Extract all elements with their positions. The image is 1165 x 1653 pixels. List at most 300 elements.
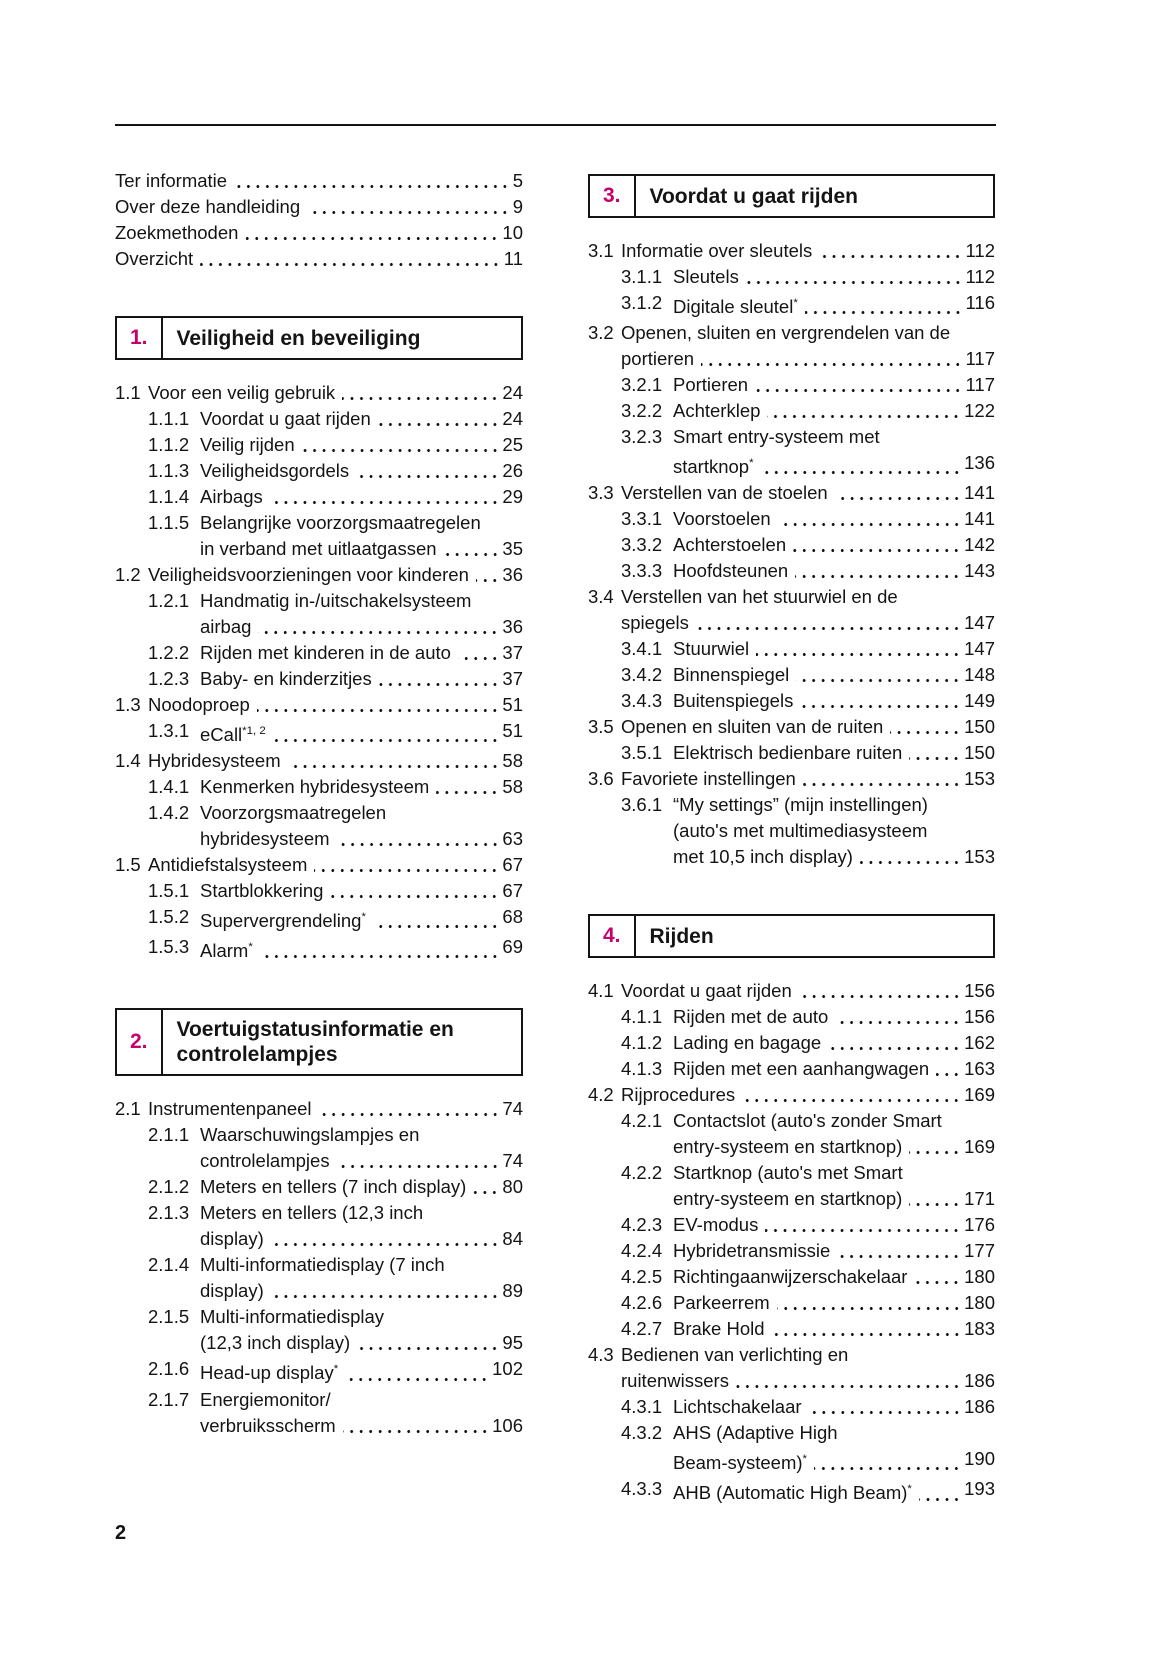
toc-entry-text: Stuurwiel bbox=[673, 638, 750, 660]
toc-page-number: 147 bbox=[964, 612, 995, 634]
dot-leader bbox=[909, 1203, 961, 1206]
toc-page-number: 51 bbox=[502, 720, 523, 741]
toc-entry-number: 3.2 bbox=[588, 322, 614, 344]
toc-entry bbox=[588, 1160, 995, 1212]
toc-entry-text: Informatie over sleutels bbox=[621, 240, 813, 261]
dot-leader bbox=[755, 389, 962, 392]
toc-entry-number: 3.5.1 bbox=[621, 742, 663, 764]
toc-page-number: 106 bbox=[492, 1414, 523, 1436]
toc-entry-line bbox=[200, 934, 523, 964]
toc-entry-line bbox=[200, 640, 523, 666]
dot-leader bbox=[767, 415, 961, 418]
toc-entry-number: 4.3.3 bbox=[621, 1478, 663, 1500]
toc-entry-text: met 10,5 inch display) bbox=[673, 846, 853, 868]
toc-entry-text: ruitenwissers bbox=[621, 1370, 729, 1392]
toc-entry-number: 3.3.3 bbox=[621, 560, 663, 582]
dot-leader bbox=[835, 497, 961, 500]
toc-entry-line bbox=[621, 320, 995, 346]
toc-entry-text: Alarm* bbox=[200, 940, 253, 962]
toc-page-number: 122 bbox=[964, 400, 995, 422]
toc-entry bbox=[115, 774, 523, 800]
dot-leader bbox=[342, 397, 499, 400]
toc-entry-text: Head-up display* bbox=[200, 1362, 339, 1384]
toc-entry-line bbox=[673, 398, 995, 424]
dot-leader bbox=[742, 1099, 961, 1102]
toc-entry bbox=[588, 1476, 995, 1506]
toc-entry-number: 3.3.1 bbox=[621, 508, 663, 530]
toc-entry-text: Hoofdsteunen bbox=[673, 560, 789, 582]
toc-entry-line bbox=[673, 1394, 995, 1420]
toc-entry-number: 4.1.3 bbox=[621, 1058, 663, 1080]
toc-entry-text: Rijprocedures bbox=[621, 1084, 736, 1106]
dot-leader bbox=[473, 1191, 499, 1194]
toc-entry-line bbox=[673, 1212, 995, 1238]
dot-leader bbox=[436, 791, 499, 794]
toc-entry bbox=[588, 372, 995, 398]
toc-entry-text: Voordat u gaat rijden bbox=[200, 408, 371, 429]
toc-entry-text: Noodoproep bbox=[148, 694, 250, 715]
toc-page-number: 37 bbox=[502, 642, 523, 663]
toc-entry-number: 1.2 bbox=[115, 564, 141, 585]
toc-entry-number: 4.1 bbox=[588, 980, 614, 1002]
dot-leader bbox=[288, 765, 500, 768]
toc-entry-text: Rijden met kinderen in de auto bbox=[200, 642, 451, 663]
toc-entry-text: Portieren bbox=[673, 374, 749, 396]
toc-page-number: 68 bbox=[502, 906, 523, 928]
toc-entry-text: Veilig rijden bbox=[200, 434, 295, 455]
dot-leader bbox=[860, 861, 961, 864]
toc-entry-line bbox=[673, 1264, 995, 1290]
footnote-marker: * bbox=[793, 297, 798, 309]
toc-entry bbox=[588, 238, 995, 264]
dot-leader bbox=[357, 1347, 499, 1350]
toc-entry bbox=[588, 1238, 995, 1264]
toc-entry bbox=[588, 1290, 995, 1316]
toc-entry-line bbox=[621, 1368, 995, 1394]
dot-leader bbox=[835, 1021, 961, 1024]
toc-entry-text: Voor een veilig gebruik bbox=[148, 382, 336, 403]
toc-entry bbox=[115, 934, 523, 964]
toc-entry-line bbox=[673, 1056, 995, 1082]
chapter-title bbox=[636, 176, 870, 216]
dot-leader bbox=[809, 1411, 962, 1414]
dot-leader bbox=[793, 549, 961, 552]
toc-entry-number: 3.6 bbox=[588, 768, 614, 790]
dot-leader bbox=[330, 895, 499, 898]
chapter-title bbox=[636, 916, 726, 956]
toc-entry-line bbox=[621, 978, 995, 1004]
dot-leader bbox=[271, 1295, 500, 1298]
toc-entry-text: Openen, sluiten en vergrendelen van de bbox=[621, 322, 951, 344]
toc-page-number: 25 bbox=[502, 434, 523, 455]
dot-leader bbox=[890, 731, 961, 734]
toc-entry-text: Supervergrendeling* bbox=[200, 910, 366, 932]
toc-page-number: 63 bbox=[502, 828, 523, 850]
toc-page-number: 193 bbox=[964, 1478, 995, 1500]
toc-entry-text: hybridesysteem bbox=[200, 828, 330, 850]
toc-page-number: 95 bbox=[502, 1332, 523, 1354]
toc-entry-text: Verstellen van de stoelen bbox=[621, 482, 828, 504]
toc-entry-line bbox=[200, 1200, 523, 1226]
toc-entry-text: Antidiefstalsysteem bbox=[148, 854, 308, 876]
toc-entry-number: 4.2.6 bbox=[621, 1292, 663, 1314]
toc-entry-text: display) bbox=[200, 1280, 264, 1302]
toc-entry-text: Multi-informatiedisplay bbox=[200, 1306, 385, 1328]
toc-entry-line bbox=[115, 246, 523, 272]
chapter-number: 4. bbox=[603, 924, 621, 948]
toc-entry-line bbox=[673, 558, 995, 584]
chapter-title-line: Rijden bbox=[649, 924, 714, 948]
toc-entry-line bbox=[200, 1413, 523, 1439]
toc-entry bbox=[115, 904, 523, 934]
dot-leader bbox=[909, 1151, 961, 1154]
dot-leader bbox=[800, 705, 961, 708]
toc-page-number: 36 bbox=[502, 616, 523, 637]
chapter-heading bbox=[115, 316, 523, 360]
toc-entry bbox=[115, 1252, 523, 1304]
toc-entry bbox=[588, 290, 995, 320]
toc-entry bbox=[588, 1004, 995, 1030]
toc-entry-text: Lading en bagage bbox=[673, 1032, 822, 1054]
toc-entry-line bbox=[673, 1316, 995, 1342]
toc-entry bbox=[588, 662, 995, 688]
toc-entry-number: 1.5.2 bbox=[148, 906, 190, 928]
toc-entry-number: 3.4.1 bbox=[621, 638, 663, 660]
toc-entry bbox=[588, 584, 995, 636]
toc-entry-line bbox=[200, 536, 523, 562]
toc-entry-text: (12,3 inch display) bbox=[200, 1332, 351, 1354]
toc-entry-number: 3.3 bbox=[588, 482, 614, 504]
dot-leader bbox=[245, 237, 499, 240]
toc-entry-text: entry-systeem en startknop) bbox=[673, 1136, 903, 1158]
toc-entry bbox=[588, 480, 995, 506]
toc-entry-line bbox=[673, 372, 995, 398]
toc-entry-text: (auto's met multimediasysteem bbox=[673, 820, 928, 842]
dot-leader bbox=[746, 281, 963, 284]
toc-entry-text: portieren bbox=[621, 348, 695, 370]
toc-entry-text: Over deze handleiding bbox=[115, 196, 301, 217]
toc-page-number: 11 bbox=[503, 248, 523, 269]
toc-entry-line bbox=[200, 718, 523, 748]
toc-entry-text: Brake Hold bbox=[673, 1318, 765, 1340]
toc-entry-text: Voorzorgsmaatregelen bbox=[200, 802, 387, 824]
toc-page-number: 183 bbox=[964, 1318, 995, 1340]
toc-page-number: 9 bbox=[512, 196, 523, 217]
toc-entry-number: 3.2.1 bbox=[621, 374, 663, 396]
toc-entry-text: Elektrisch bedienbare ruiten bbox=[673, 742, 903, 764]
toc-entry bbox=[115, 1122, 523, 1174]
toc-entry-line bbox=[148, 562, 523, 588]
dot-leader bbox=[337, 1165, 500, 1168]
dot-leader bbox=[379, 683, 500, 686]
toc-entry-line bbox=[673, 1030, 995, 1056]
toc-entry-number: 1.5 bbox=[115, 854, 141, 876]
toc-page-number: 117 bbox=[965, 348, 995, 370]
dot-leader bbox=[701, 363, 962, 366]
toc-entry bbox=[588, 1394, 995, 1420]
toc-entry-text: Startknop (auto's met Smart bbox=[673, 1162, 903, 1184]
toc-entry-text: Airbags bbox=[200, 486, 263, 507]
dot-leader bbox=[258, 631, 499, 634]
toc-page-number: 24 bbox=[502, 408, 523, 429]
toc-entry-number: 3.6.1 bbox=[621, 794, 663, 816]
dot-leader bbox=[314, 869, 499, 872]
toc-page-number: 186 bbox=[964, 1370, 995, 1392]
toc-entry-line bbox=[673, 740, 995, 766]
toc-entry-text: Multi-informatiedisplay (7 inch bbox=[200, 1254, 445, 1276]
toc-page-number: 141 bbox=[964, 508, 995, 530]
toc-entry-text: Achterklep bbox=[673, 400, 761, 422]
toc-page-number: 176 bbox=[964, 1214, 995, 1236]
toc-entry-number: 4.2.4 bbox=[621, 1240, 663, 1262]
toc-entry-number: 4.1.2 bbox=[621, 1032, 663, 1054]
toc-entry-line bbox=[115, 168, 523, 194]
toc-page-number: 156 bbox=[964, 980, 995, 1002]
toc-page-number: 180 bbox=[964, 1292, 995, 1314]
toc-page-number: 169 bbox=[964, 1136, 995, 1158]
toc-entry-text: in verband met uitlaatgassen bbox=[200, 538, 437, 559]
toc-entry bbox=[115, 1304, 523, 1356]
dot-leader bbox=[200, 263, 501, 266]
toc-entry-number: 2.1.4 bbox=[148, 1254, 190, 1276]
toc-entry bbox=[115, 484, 523, 510]
toc-entry-text: Beam-systeem)* bbox=[673, 1452, 807, 1474]
toc-entry-text: spiegels bbox=[621, 612, 689, 634]
toc-entry-line bbox=[621, 346, 995, 372]
toc-page-number: 74 bbox=[502, 1098, 523, 1120]
toc-entry-text: “My settings” (mijn instellingen) bbox=[673, 794, 928, 816]
toc-entry bbox=[115, 878, 523, 904]
dot-leader bbox=[761, 471, 962, 474]
toc-entry-number: 1.4 bbox=[115, 750, 141, 772]
toc-entry bbox=[588, 1420, 995, 1476]
toc-entry-number: 1.4.1 bbox=[148, 776, 190, 798]
toc-entry-number: 1.1.5 bbox=[148, 512, 190, 533]
toc-entry-line bbox=[673, 1446, 995, 1476]
toc-page-number: 58 bbox=[502, 776, 523, 798]
toc-entry-number: 1.2.2 bbox=[148, 642, 190, 663]
toc-entry bbox=[115, 1174, 523, 1200]
toc-entry-line bbox=[200, 1304, 523, 1330]
toc-page-number: 67 bbox=[502, 854, 523, 876]
toc-entry-line bbox=[200, 826, 523, 852]
toc-entry-line bbox=[673, 1134, 995, 1160]
chapter-number: 2. bbox=[130, 1030, 148, 1054]
toc-entry bbox=[115, 692, 523, 718]
toc-entry-line bbox=[200, 432, 523, 458]
chapter-heading bbox=[115, 1008, 523, 1076]
toc-entry bbox=[588, 398, 995, 424]
dot-leader bbox=[765, 1229, 961, 1232]
toc-entry-text: Rijden met de auto bbox=[673, 1006, 829, 1028]
toc-entry bbox=[115, 194, 523, 220]
toc-entry-line bbox=[148, 692, 523, 718]
toc-entry-text: Parkeerrem bbox=[673, 1292, 770, 1314]
toc-entry-number: 4.2.1 bbox=[621, 1110, 663, 1132]
toc-entry-number: 1.3.1 bbox=[148, 720, 190, 741]
toc-entry bbox=[588, 320, 995, 372]
toc-entry-line bbox=[673, 424, 995, 450]
toc-entry-number: 2.1.7 bbox=[148, 1388, 190, 1410]
toc-entry-text: Handmatig in-/uitschakelsysteem bbox=[200, 590, 472, 611]
toc-entry-number: 3.1.2 bbox=[621, 292, 663, 313]
toc-entry-number: 1.3 bbox=[115, 694, 141, 715]
toc-entry-line bbox=[673, 290, 995, 320]
dot-leader bbox=[373, 925, 499, 928]
toc-entry bbox=[588, 1264, 995, 1290]
footnote-marker: * bbox=[248, 941, 253, 954]
toc-entry-line bbox=[200, 1330, 523, 1356]
toc-page-number: 153 bbox=[964, 846, 995, 868]
toc-entry-number: 2.1.1 bbox=[148, 1124, 190, 1146]
dot-leader bbox=[270, 501, 500, 504]
dot-leader bbox=[799, 995, 961, 998]
toc-entry-number: 3.5 bbox=[588, 716, 614, 738]
toc-entry bbox=[115, 800, 523, 852]
page-number: 2 bbox=[115, 1522, 127, 1544]
toc-entry-number: 4.1.1 bbox=[621, 1006, 663, 1028]
toc-entry-text: Smart entry-systeem met bbox=[673, 426, 880, 448]
toc-entry bbox=[115, 510, 523, 562]
dot-leader bbox=[307, 211, 510, 214]
chapter-title-line: Voertuigstatusinformatie en bbox=[176, 1018, 454, 1042]
toc-entry-number: 4.3.1 bbox=[621, 1396, 663, 1418]
dot-leader bbox=[909, 757, 961, 760]
chapter-number: 3. bbox=[603, 184, 621, 207]
toc-entry-number: 1.1.4 bbox=[148, 486, 190, 507]
dot-leader bbox=[476, 579, 500, 582]
toc-entry bbox=[115, 718, 523, 748]
dot-leader bbox=[257, 709, 500, 712]
dot-leader bbox=[796, 679, 961, 682]
toc-entry-line bbox=[148, 852, 523, 878]
toc-entry-line bbox=[200, 1148, 523, 1174]
toc-entry-line bbox=[673, 1420, 995, 1446]
toc-entry-text: eCall$^{*1, 2}$ bbox=[200, 724, 266, 746]
toc-entry bbox=[115, 168, 523, 194]
toc-page-number: 37 bbox=[502, 668, 523, 689]
toc-entry-text: Energiemonitor/ bbox=[200, 1388, 331, 1410]
toc-entry-number: 1.1 bbox=[115, 382, 141, 403]
toc-page-number: 102 bbox=[492, 1358, 523, 1380]
toc-page-number: 74 bbox=[502, 1150, 523, 1172]
toc-entry-text: Rijden met een aanhangwagen bbox=[673, 1058, 930, 1080]
toc-entry-line bbox=[200, 1122, 523, 1148]
toc-entry-text: Favoriete instellingen bbox=[621, 768, 796, 790]
toc-entry-text: Overzicht bbox=[115, 248, 194, 269]
toc-entry bbox=[115, 1096, 523, 1122]
toc-page-number: 80 bbox=[502, 1176, 523, 1198]
toc-entry-line bbox=[621, 1342, 995, 1368]
toc-entry-line bbox=[200, 1252, 523, 1278]
toc-entry-text: Lichtschakelaar bbox=[673, 1396, 802, 1418]
toc-page-number: 190 bbox=[964, 1448, 995, 1470]
toc-entry-text: Meters en tellers (12,3 inch bbox=[200, 1202, 424, 1224]
toc-entry bbox=[588, 740, 995, 766]
toc-entry-line bbox=[200, 878, 523, 904]
toc-entry-number: 1.1.3 bbox=[148, 460, 190, 481]
toc-entry bbox=[588, 558, 995, 584]
toc-entry-number: 4.3.2 bbox=[621, 1422, 663, 1444]
toc-entry bbox=[588, 1108, 995, 1160]
toc-entry-text: Kenmerken hybridesysteem bbox=[200, 776, 430, 798]
toc-entry-line bbox=[200, 666, 523, 692]
toc-entry bbox=[115, 852, 523, 878]
chapter-number: 1. bbox=[130, 326, 148, 349]
footnote-marker: * bbox=[361, 911, 366, 924]
toc-entry-text: Instrumentenpaneel bbox=[148, 1098, 312, 1120]
toc-entry-text: Openen en sluiten van de ruiten bbox=[621, 716, 884, 738]
toc-entry-number: 4.2.7 bbox=[621, 1318, 663, 1340]
toc-entry-line bbox=[200, 800, 523, 826]
toc-entry-text: Digitale sleutel* bbox=[673, 296, 798, 318]
toc-page-number: 117 bbox=[965, 374, 995, 396]
toc-page-number: 148 bbox=[964, 664, 995, 686]
toc-column-right bbox=[588, 168, 995, 1507]
toc-entry-text: Startblokkering bbox=[200, 880, 324, 902]
toc-entry-number: 4.2 bbox=[588, 1084, 614, 1106]
toc-entry-number: 2.1.2 bbox=[148, 1176, 190, 1198]
toc-entry-line bbox=[673, 792, 995, 818]
toc-entry-line bbox=[673, 1290, 995, 1316]
toc-entry-text: Buitenspiegels bbox=[673, 690, 794, 712]
toc-entry-text: Waarschuwingslampjes en bbox=[200, 1124, 420, 1146]
toc-page-number: 112 bbox=[965, 266, 995, 287]
toc-entry-line bbox=[115, 220, 523, 246]
toc-page-number: 180 bbox=[964, 1266, 995, 1288]
toc-entry-text: Veiligheidsvoorzieningen voor kinderen bbox=[148, 564, 469, 585]
toc-entry-text: AHS (Adaptive High bbox=[673, 1422, 838, 1444]
toc-entry bbox=[588, 532, 995, 558]
toc-entry-text: Binnenspiegel bbox=[673, 664, 790, 686]
toc-page-number: 69 bbox=[502, 936, 523, 958]
dot-leader bbox=[736, 1385, 961, 1388]
toc-entry-number: 3.3.2 bbox=[621, 534, 663, 556]
toc-entry-line bbox=[148, 748, 523, 774]
toc-entry-text: controlelampjes bbox=[200, 1150, 330, 1172]
toc-entry-text: Bedienen van verlichting en bbox=[621, 1344, 849, 1366]
toc-entry bbox=[588, 714, 995, 740]
dot-leader bbox=[772, 1333, 962, 1336]
toc-page-number: 150 bbox=[964, 742, 995, 764]
toc-page-number: 10 bbox=[502, 222, 523, 243]
toc-entry bbox=[115, 1200, 523, 1252]
toc-page-number: 163 bbox=[964, 1058, 995, 1080]
dot-leader bbox=[302, 449, 500, 452]
dot-leader bbox=[234, 185, 510, 188]
toc-entry-line bbox=[200, 1174, 523, 1200]
dot-leader bbox=[795, 575, 961, 578]
toc-entry-line bbox=[200, 1387, 523, 1413]
toc-entry-line bbox=[148, 1096, 523, 1122]
toc-entry-text: Ter informatie bbox=[115, 170, 228, 191]
toc-entry-number: 1.5.1 bbox=[148, 880, 190, 902]
chapter-heading bbox=[588, 914, 995, 958]
toc-entry-text: verbruiksscherm bbox=[200, 1414, 336, 1436]
dot-leader bbox=[805, 311, 963, 314]
dot-leader bbox=[696, 627, 961, 630]
toc-entry-number: 3.1 bbox=[588, 240, 614, 261]
toc-entry bbox=[588, 766, 995, 792]
toc-entry bbox=[588, 506, 995, 532]
dot-leader bbox=[260, 955, 500, 958]
toc-entry-line bbox=[673, 264, 995, 290]
toc-entry-text: Meters en tellers (7 inch display) bbox=[200, 1176, 467, 1198]
toc-page-number: 142 bbox=[964, 534, 995, 556]
chapter-title-line: controlelampjes bbox=[176, 1043, 338, 1067]
toc-entry-number: 1.2.1 bbox=[148, 590, 190, 611]
toc-entry-number: 3.4.3 bbox=[621, 690, 663, 712]
